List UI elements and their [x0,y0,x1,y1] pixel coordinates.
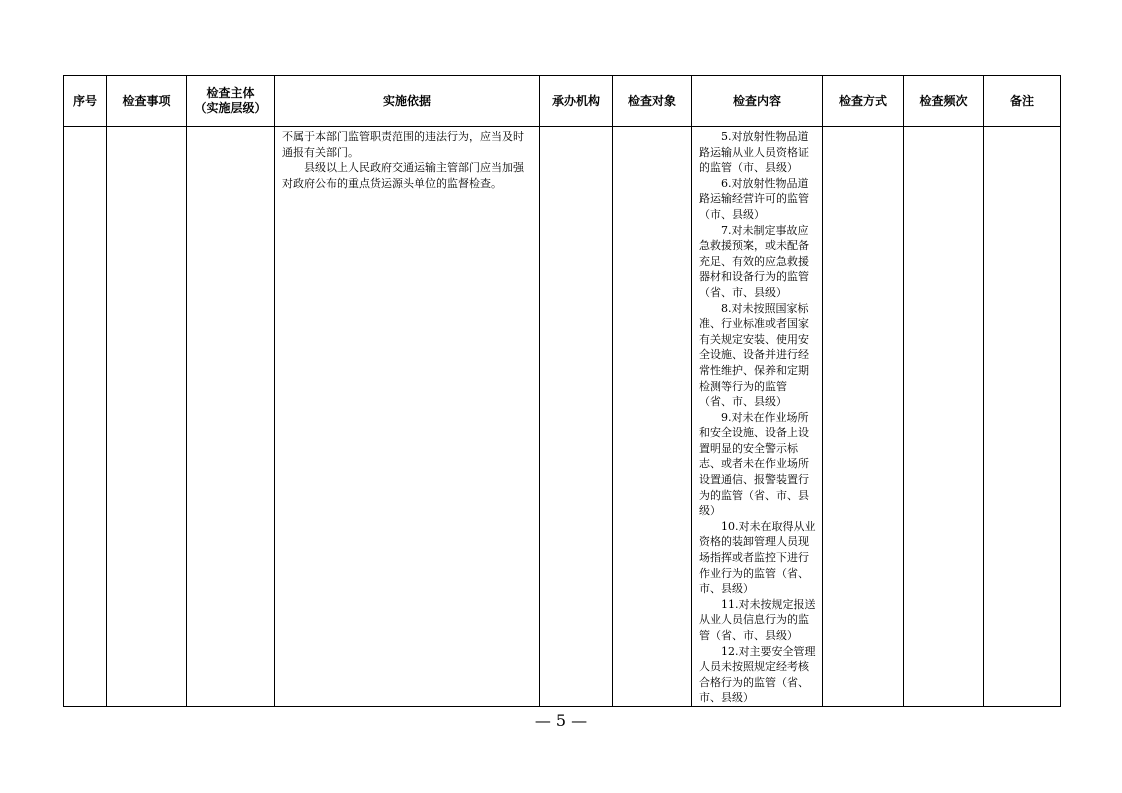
content-item-5: 5.对放射性物品道路运输从业人员资格证的监管（市、县级） [699,130,809,175]
cell-serial [64,127,107,707]
cell-inspection-method [823,127,904,707]
content-item-9: 9.对未在作业场所和安全设施、设备上设置明显的安全警示标志、或者未在作业场所设置通信、报警装置行为的监管（省、市、县级） [699,410,809,518]
header-inspection-content: 检查内容 [692,76,823,127]
cell-remarks [984,127,1061,707]
header-subject-line1: 检查主体 [206,86,255,100]
content-item-6: 6.对放射性物品道路运输经营许可的监管（市、县级） [699,176,809,221]
header-subject-line2: （实施层级） [194,101,267,115]
header-inspection-subject [187,76,275,127]
header-row [64,76,1061,127]
basis-paragraph-1: 不属于本部门监管职责范围的违法行为，应当及时通报有关部门。 [282,130,524,159]
basis-paragraph-2: 县级以上人民政府交通运输主管部门应当加强对政府公布的重点货运源头单位的监督检查。 [282,161,524,190]
content-item-7: 7.对未制定事故应急救援预案，或未配备充足、有效的应急救援器材和设备行为的监管（省、市、县级） [699,223,809,299]
header-inspection-method: 检查方式 [823,76,904,127]
content-item-10: 10.对未在取得从业资格的装卸管理人员现场指挥或者监控下进行作业行为的监管（省、市、县级） [699,519,816,596]
cell-organization [540,127,613,707]
table-row [64,127,1061,707]
cell-inspection-item [107,127,187,707]
header-inspection-object: 检查对象 [613,76,692,127]
cell-basis [275,127,540,707]
header-serial: 序号 [64,76,107,127]
content-item-12: 12.对主要安全管理人员未按照规定经考核合格行为的监管（省、市、县级） [699,644,816,705]
header-remarks: 备注 [984,76,1061,127]
cell-inspection-frequency [904,127,984,707]
header-inspection-frequency: 检查频次 [904,76,984,127]
header-basis: 实施依据 [275,76,540,127]
header-organization: 承办机构 [540,76,613,127]
content-item-8: 8.对未按照国家标准、行业标准或者国家有关规定安装、使用安全设施、设备并进行经常性维护、保养和定期检测等行为的监管（省、市、县级） [699,301,809,409]
inspection-table [63,75,1061,707]
cell-inspection-subject [187,127,275,707]
header-inspection-item: 检查事项 [107,76,187,127]
cell-inspection-object [613,127,692,707]
page-number: — 5 — [534,711,588,730]
content-item-11: 11.对未按规定报送从业人员信息行为的监管（省、市、县级） [699,597,816,642]
cell-inspection-content [692,127,823,707]
